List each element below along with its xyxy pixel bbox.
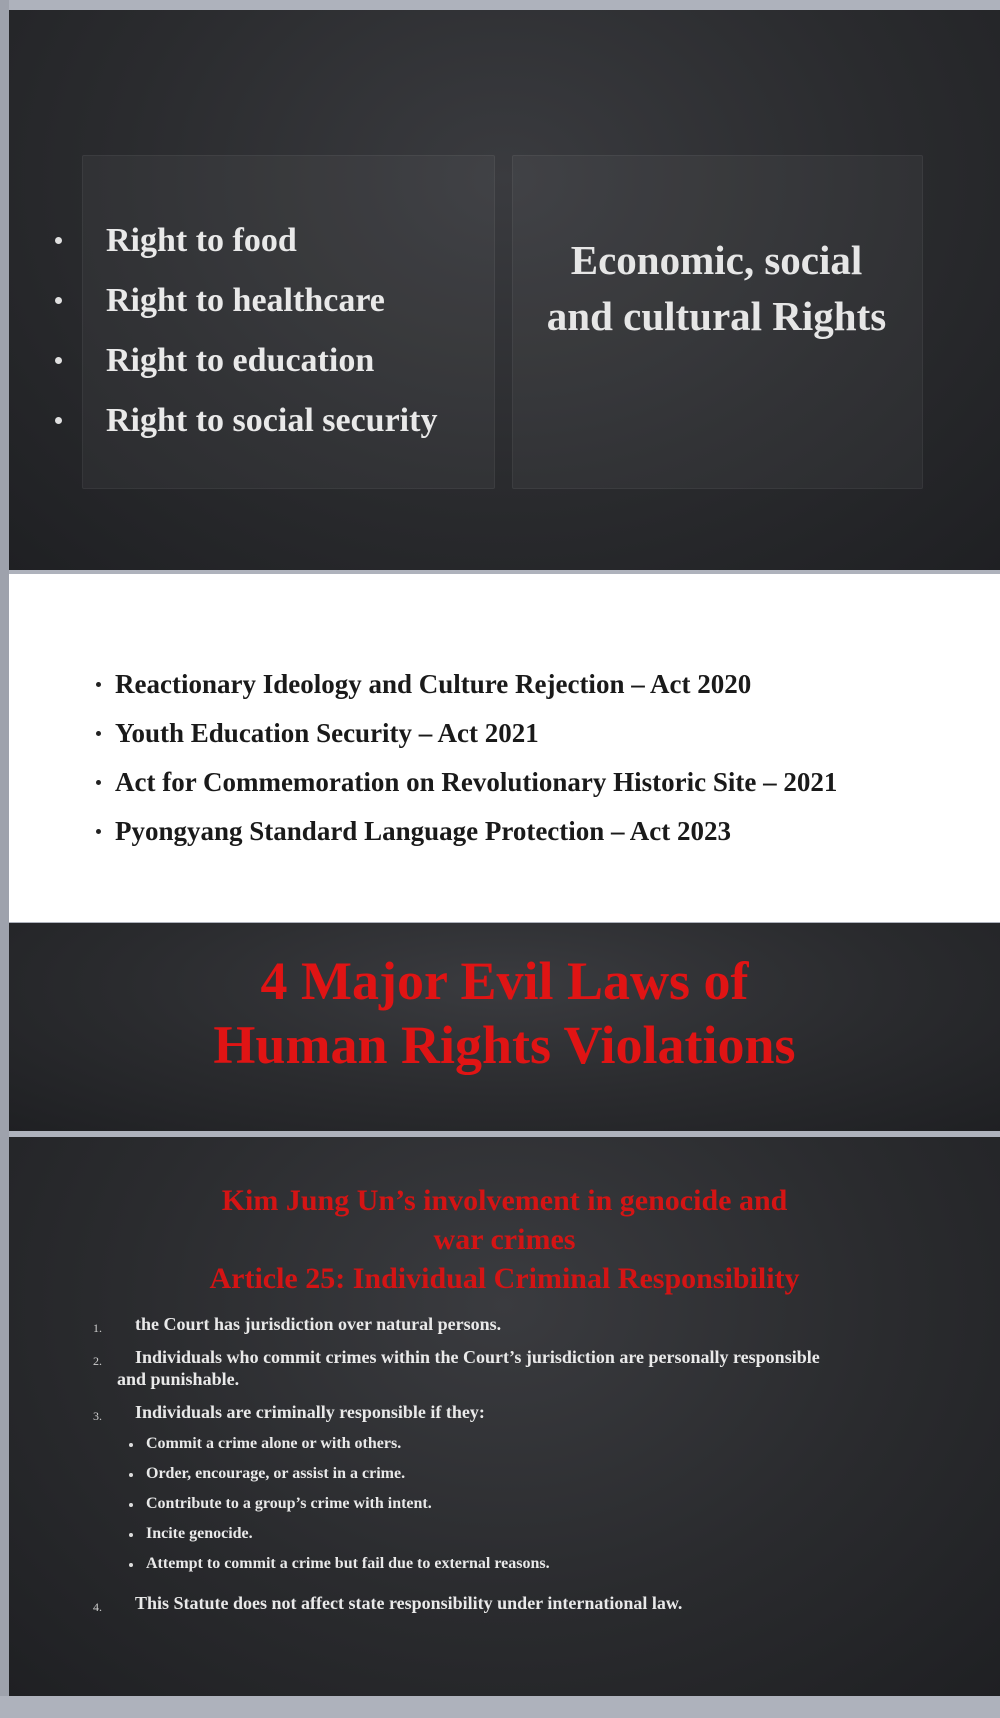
- list-item: Right to food: [9, 219, 437, 279]
- list-item: Right to social security: [9, 399, 437, 459]
- list-item: Right to education: [9, 339, 437, 399]
- responsibility-sub-list: [9, 1434, 1000, 1584]
- bullet-icon: [55, 237, 62, 244]
- list-item: Pyongyang Standard Language Protection – Act 2023: [9, 813, 837, 862]
- bullet-icon: [55, 417, 62, 424]
- bullet-icon: [129, 1563, 133, 1567]
- bullet-icon: [129, 1443, 133, 1447]
- acts-list: [9, 666, 837, 862]
- slide-economic-rights: [9, 10, 1000, 570]
- slide-title: 4 Major Evil Laws of Human Rights Violations: [213, 951, 796, 1075]
- bullet-icon: [55, 357, 62, 364]
- slide-evil-laws-title: [9, 923, 1000, 1131]
- list-item: Order, encourage, or assist in a crime.: [9, 1464, 1000, 1494]
- bullet-icon: [129, 1533, 133, 1537]
- article-body: [9, 1313, 1000, 1625]
- list-item: Youth Education Security – Act 2021: [9, 715, 837, 764]
- list-item: Contribute to a group’s crime with intent.: [9, 1494, 1000, 1524]
- slide-title: Economic, social and cultural Rights: [546, 237, 887, 339]
- numbered-item: 3. Individuals are criminally responsible if they:: [93, 1402, 485, 1423]
- bullet-icon: [96, 682, 101, 687]
- bullet-icon: [129, 1473, 133, 1477]
- list-item: Incite genocide.: [9, 1524, 1000, 1554]
- list-item: Act for Commemoration on Revolutionary Historic Site – 2021: [9, 764, 837, 813]
- list-item: Commit a crime alone or with others.: [9, 1434, 1000, 1464]
- viewer-left-edge: [0, 0, 9, 1718]
- bullet-icon: [96, 731, 101, 736]
- bullet-icon: [129, 1503, 133, 1507]
- slide-title: Kim Jung Un’s involvement in genocide and war crimes Article 25: Individual Criminal Responsibility: [209, 1184, 800, 1295]
- slide-article-25: [9, 1137, 1000, 1696]
- bullet-icon: [55, 297, 62, 304]
- numbered-item: 4. This Statute does not affect state responsibility under international law.: [93, 1593, 683, 1614]
- viewer-bottom-edge: [0, 1696, 1000, 1718]
- numbered-item: 2. Individuals who commit crimes within the Court’s jurisdiction are personally responsible and punishable.: [93, 1347, 820, 1389]
- slide-acts-list: [9, 574, 1000, 922]
- numbered-item: 1. the Court has jurisdiction over natural persons.: [93, 1314, 502, 1335]
- list-item: Attempt to commit a crime but fail due to external reasons.: [9, 1554, 1000, 1584]
- bullet-icon: [96, 780, 101, 785]
- list-item: Right to healthcare: [9, 279, 437, 339]
- list-item: Reactionary Ideology and Culture Rejection – Act 2020: [9, 666, 837, 715]
- rights-list: [9, 219, 437, 459]
- bullet-icon: [96, 829, 101, 834]
